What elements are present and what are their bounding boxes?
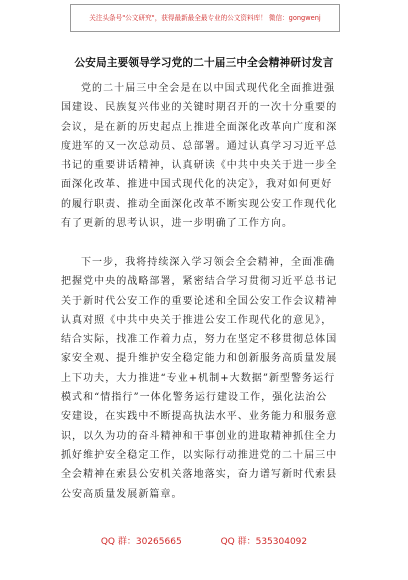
paragraph-line: 上下功夫，大力推进“专业+机制+大数据”新型警务运行: [61, 372, 336, 384]
document-title: 公安局主要领导学习党的二十届三中全会精神研讨发言: [74, 57, 334, 69]
paragraph-line: 的履行职责、推动全面深化改革不断实现公安工作现代化: [61, 198, 338, 210]
paragraph-line: 面深化改革、推进中国式现代化的决定》，我对如何更好: [61, 179, 333, 191]
paragraph-line: 结合实际，找准工作着力点，努力在坚定不移贯彻总体国: [61, 334, 338, 346]
paragraph-line: 抓好维护安全稳定工作，以实际行动推进党的二十届三中: [61, 449, 338, 461]
paragraph-line: 全会精神在索县公安机关落地落实，奋力谱写新时代索县: [61, 469, 338, 481]
paragraph-line: 书记的重要讲话精神，认真研读《中共中央关于进一步全: [61, 160, 338, 172]
qq-group-left: QQ 群：30265665: [100, 537, 182, 547]
paragraph-line: 识，以久为功的奋斗精神和干事创业的进取精神抓住全力: [61, 430, 338, 442]
page-footer: [0, 534, 408, 547]
promo-banner-text: 关注头条号"公文研究"，获得最新最全最专业的公文资料库！ 微信：gongwenj: [89, 14, 321, 22]
promo-banner: [70, 4, 340, 32]
paragraph-line: 会议，是在新的历史起点上推进全面深化改革向广度和深: [61, 121, 338, 133]
paragraph-line: 度进军的又一次总动员、总部署。通过认真学习习近平总: [61, 140, 338, 152]
paragraph-line: 认真对照《中共中央关于推进公安工作现代化的意见》，: [61, 314, 333, 326]
paragraph-line: 安建设，在实践中不断提高执法水平、业务能力和服务意: [61, 411, 338, 423]
paragraph-line: 下一步，我将持续深入学习领会全会精神，全面准确: [81, 257, 336, 268]
qq-group-right: QQ 群：535304092: [220, 537, 308, 547]
paragraph-line: 把握党中央的战略部署，紧密结合学习贯彻习近平总书记: [61, 276, 338, 288]
paragraph-line: 有了更新的思考认识，进一步明确了工作方向。: [61, 218, 294, 230]
paragraph-line: 家安全观、提升维护安全稳定能力和创新服务高质量发展: [61, 353, 338, 365]
paragraph-line: 模式和“情指行”一体化警务运行建设工作，强化法治公: [61, 392, 328, 404]
paragraph-line: 党的二十届三中全会是在以中国式现代化全面推进强: [81, 83, 336, 94]
paragraph-line: 关于新时代公安工作的重要论述和全国公安工作会议精神: [61, 295, 338, 307]
paragraph-2: [61, 253, 353, 504]
paragraph-1: [61, 79, 353, 233]
paragraph-line: 国建设、民族复兴伟业的关键时期召开的一次十分重要的: [61, 102, 338, 114]
paragraph-line: 公安高质量发展新篇章。: [61, 488, 183, 500]
